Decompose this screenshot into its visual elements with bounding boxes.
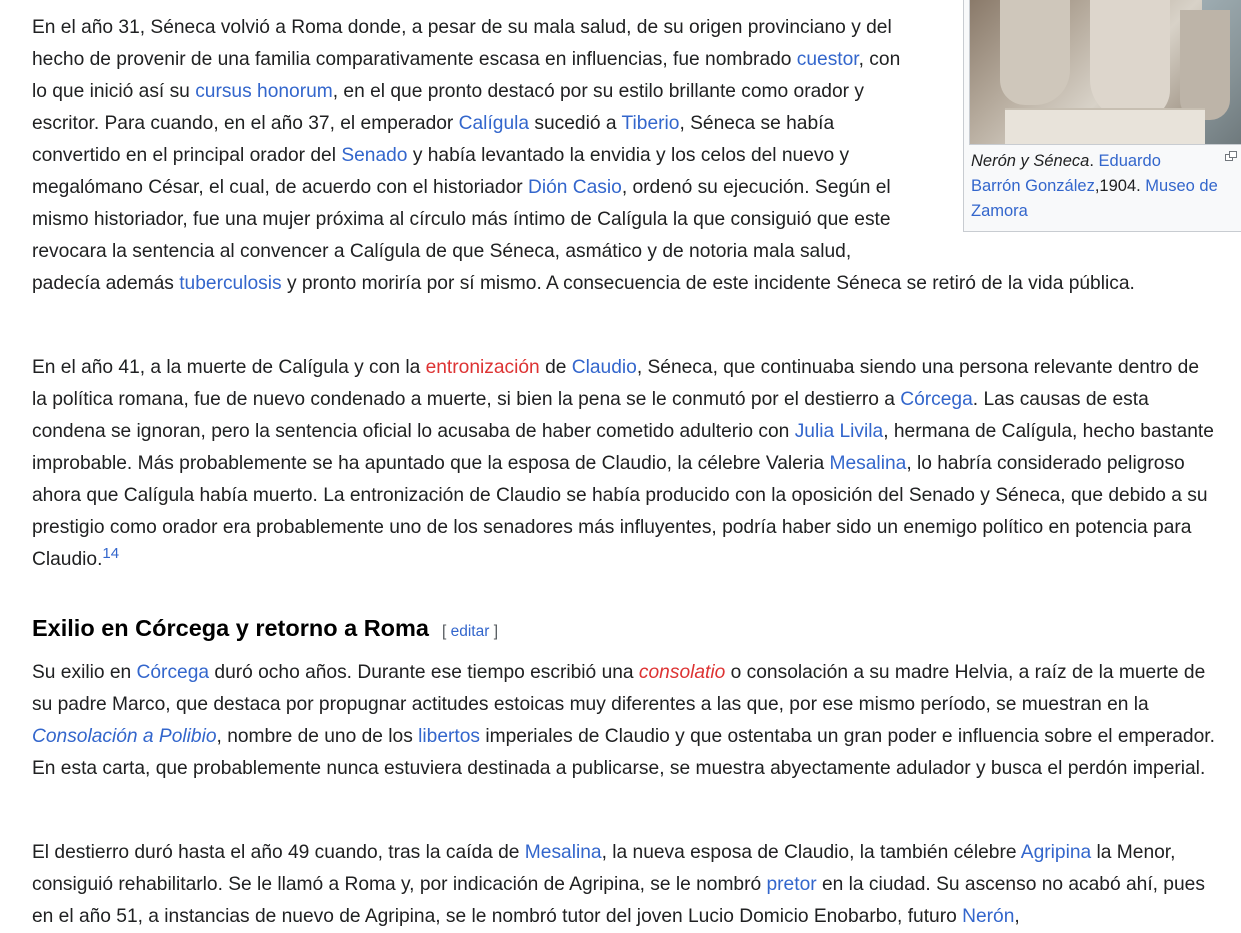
text: imperiales de Claudio y que ostentaba un gran poder e influencia sobre el emperador. En esta carta, que probablemente nunca estuviera destinada a publicarse, se muestra abyectamente adulador y busca el perdón imperial.	[32, 726, 1215, 779]
text: y había levantado la envidia y los celos del nuevo y megalómano César, el cual, de acuerdo con el historiador	[32, 145, 850, 198]
text: duró ocho años. Durante ese tiempo escribió una	[209, 662, 639, 683]
link-corcega[interactable]: Córcega	[136, 662, 210, 683]
text: , la nueva esposa de Claudio, la también célebre	[601, 842, 1021, 863]
link-tiberio[interactable]: Tiberio	[621, 113, 680, 134]
link-eduardo[interactable]: Eduardo	[1098, 152, 1161, 170]
text: , ordenó su ejecución. Según el mismo historiador, fue una mujer próxima al círculo más íntimo de Calígula la que consiguió que este revocara la sentencia al convencer a Calígula de que Séneca, asmático y de notoria mala salud, padecía además	[32, 177, 891, 294]
edit-bracket-close: ]	[489, 623, 499, 640]
magnify-clip-icon[interactable]	[1225, 151, 1237, 161]
caption-year: ,1904.	[1094, 177, 1141, 195]
link-caligula[interactable]: Calígula	[458, 113, 530, 134]
text: , Séneca se había convertido en el principal orador del	[32, 113, 835, 166]
paragraph-3	[32, 657, 1218, 785]
text: , hermana de Calígula, hecho bastante improbable. Más probablemente se ha apuntado que la esposa de Claudio, la célebre Valeria	[32, 421, 1214, 474]
text: la Menor, consiguió rehabilitarlo. Se le llamó a Roma y, por indicación de Agripina, se le nombró	[32, 842, 1176, 895]
link-julia-livila[interactable]: Julia Livila	[794, 421, 884, 442]
text: en la ciudad. Su ascenso no acabó ahí, pues en el año 51, a instancias de nuevo de Agripina, se le nombró tutor del joven Lucio Domicio Enobarbo, futuro	[32, 874, 1205, 927]
text: Su exilio en	[32, 662, 137, 683]
text: , Séneca, que continuaba siendo una persona relevante dentro de la política romana, fue de nuevo condenado a muerte, si bien la pena se le conmutó por el destierro a	[32, 357, 1200, 410]
text: , lo habría considerado peligroso ahora que Calígula había muerto. La entronización de Claudio se había producido con la oposición del Senado y Séneca, que debido a su prestigio como orador era probablemente uno de los senadores más influyentes, podría haber sido un enemigo político en potencia para Claudio.	[32, 453, 1208, 570]
edit-bracket-open: [	[442, 623, 451, 640]
edit-section	[442, 623, 498, 640]
caption-period: .	[1089, 152, 1094, 170]
redlink-consolatio[interactable]: consolatio	[638, 662, 726, 683]
link-museo-de[interactable]: Museo de	[1145, 177, 1218, 195]
text: y pronto moriría por sí mismo. A consecuencia de este incidente Séneca se retiró de la vida pública.	[281, 273, 1135, 294]
text: En el año 31, Séneca volvió a Roma donde, a pesar de su mala salud, de su origen provinciano y del hecho de provenir de una familia comparativamente escasa en influencias, fue nombrado	[32, 17, 892, 70]
paragraph-4	[32, 837, 1218, 933]
reference-14[interactable]: 14	[102, 545, 120, 562]
link-zamora[interactable]: Zamora	[971, 202, 1028, 220]
link-libertos[interactable]: libertos	[418, 726, 480, 747]
link-dion-casio[interactable]: Dión Casio	[527, 177, 622, 198]
link-corcega[interactable]: Córcega	[900, 389, 973, 410]
link-consolacion-a-polibio[interactable]: Consolación a Polibio	[32, 726, 217, 747]
caption-title: Nerón y Séneca	[971, 152, 1090, 170]
paragraph-2	[32, 352, 1218, 576]
text: de	[539, 357, 572, 378]
link-mesalina[interactable]: Mesalina	[829, 453, 907, 474]
section-title: Exilio en Córcega y retorno a Roma	[32, 615, 429, 641]
text: En el año 41, a la muerte de Calígula y con la	[32, 357, 426, 378]
link-claudio[interactable]: Claudio	[571, 357, 637, 378]
redlink-entronizacion[interactable]: entronización	[425, 357, 540, 378]
link-pretor[interactable]: pretor	[766, 874, 817, 895]
paragraph-1	[32, 12, 1218, 300]
text: , con lo que inició así su	[32, 49, 901, 102]
link-cuestor[interactable]: cuestor	[796, 49, 859, 70]
text: , nombre de uno de los	[216, 726, 419, 747]
link-cursus-honorum[interactable]: cursus honorum	[195, 81, 333, 102]
link-barron-gonzalez[interactable]: Barrón González	[971, 177, 1095, 195]
link-mesalina[interactable]: Mesalina	[524, 842, 602, 863]
link-neron[interactable]: Nerón	[962, 906, 1015, 927]
text: El destierro duró hasta el año 49 cuando, tras la caída de	[32, 842, 525, 863]
link-tuberculosis[interactable]: tuberculosis	[179, 273, 282, 294]
text: , en el que pronto destacó por su estilo brillante como orador y escritor. Para cuando, en el año 37, el emperador	[32, 81, 864, 134]
text: . Las causas de esta condena se ignoran, pero la sentencia oficial lo acusaba de haber cometido adulterio con	[32, 389, 1149, 442]
text: ,	[1014, 906, 1020, 927]
text: o consolación a su madre Helvia, a raíz de la muerte de su padre Marco, que destaca por propugnar actitudes estoicas muy diferentes a las que, por ese mismo período, se muestran en la	[32, 662, 1206, 715]
link-senado[interactable]: Senado	[341, 145, 408, 166]
link-agripina[interactable]: Agripina	[1020, 842, 1092, 863]
text: sucedió a	[529, 113, 622, 134]
edit-section-link[interactable]: editar	[450, 623, 490, 640]
section-heading	[32, 612, 498, 648]
